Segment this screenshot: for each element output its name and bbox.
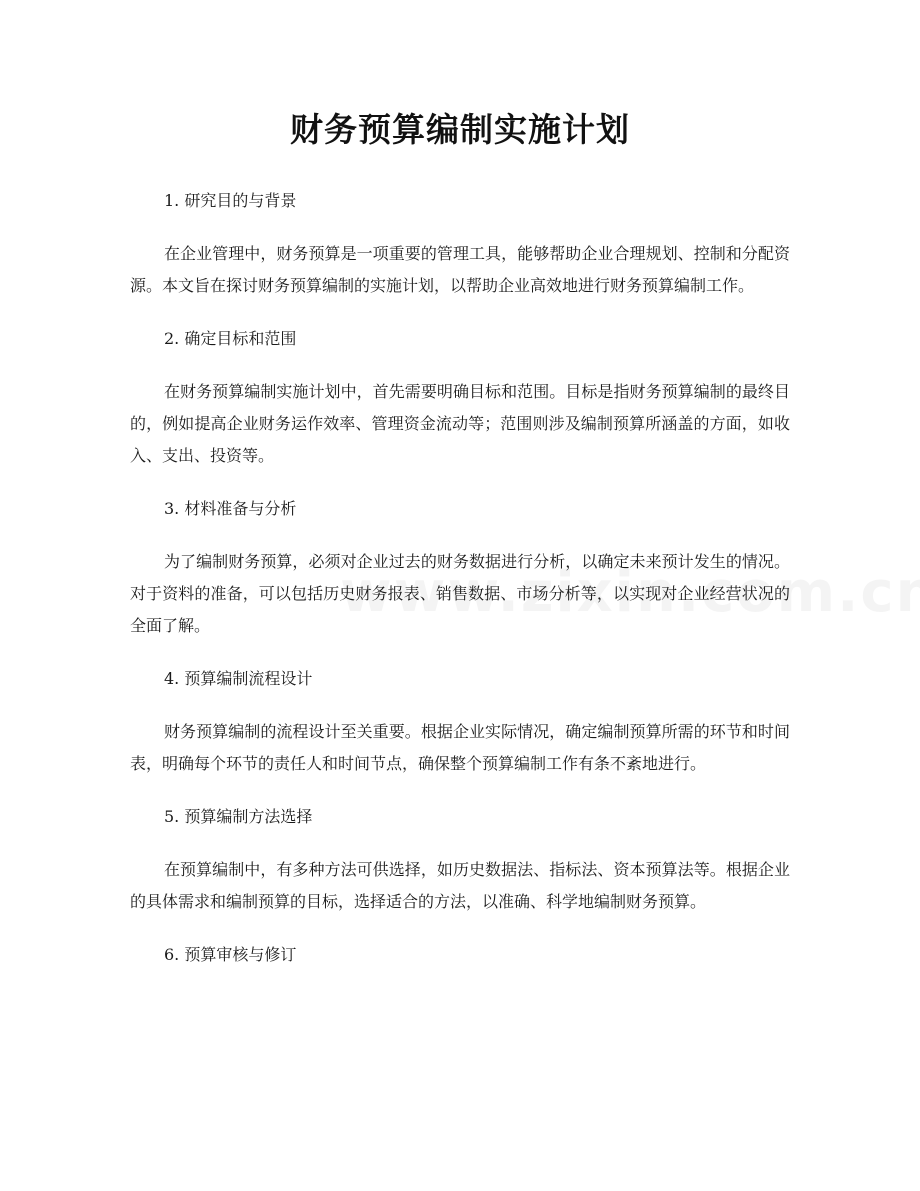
document-title: 财务预算编制实施计划: [290, 110, 630, 149]
section-paragraph-4: 财务预算编制的流程设计至关重要。根据企业实际情况，确定编制预算所需的环节和时间表，明确每个环节的责任人和时间节点，确保整个预算编制工作有条不紊地进行。: [130, 722, 790, 773]
section-heading-6: 6. 预算审核与修订: [164, 945, 297, 964]
section-paragraph-5: 在预算编制中，有多种方法可供选择，如历史数据法、指标法、资本预算法等。根据企业的具体需求和编制预算的目标，选择适合的方法，以准确、科学地编制财务预算。: [130, 860, 790, 911]
section-heading-2: 2. 确定目标和范围: [164, 329, 297, 348]
section-heading-3: 3. 材料准备与分析: [164, 499, 297, 518]
section-heading-5: 5. 预算编制方法选择: [164, 807, 313, 826]
section-heading-1: 1. 研究目的与背景: [164, 191, 297, 210]
section-paragraph-3: 为了编制财务预算，必须对企业过去的财务数据进行分析，以确定未来预计发生的情况。对于资料的准备，可以包括历史财务报表、销售数据、市场分析等，以实现对企业经营状况的全面了解。: [130, 552, 790, 635]
section-paragraph-2: 在财务预算编制实施计划中，首先需要明确目标和范围。目标是指财务预算编制的最终目的，例如提高企业财务运作效率、管理资金流动等；范围则涉及编制预算所涵盖的方面，如收入、支出、投资等。: [130, 382, 790, 465]
section-heading-4: 4. 预算编制流程设计: [164, 669, 313, 688]
section-paragraph-1: 在企业管理中，财务预算是一项重要的管理工具，能够帮助企业合理规划、控制和分配资源。本文旨在探讨财务预算编制的实施计划，以帮助企业高效地进行财务预算编制工作。: [130, 244, 790, 295]
document-body: [130, 185, 790, 971]
